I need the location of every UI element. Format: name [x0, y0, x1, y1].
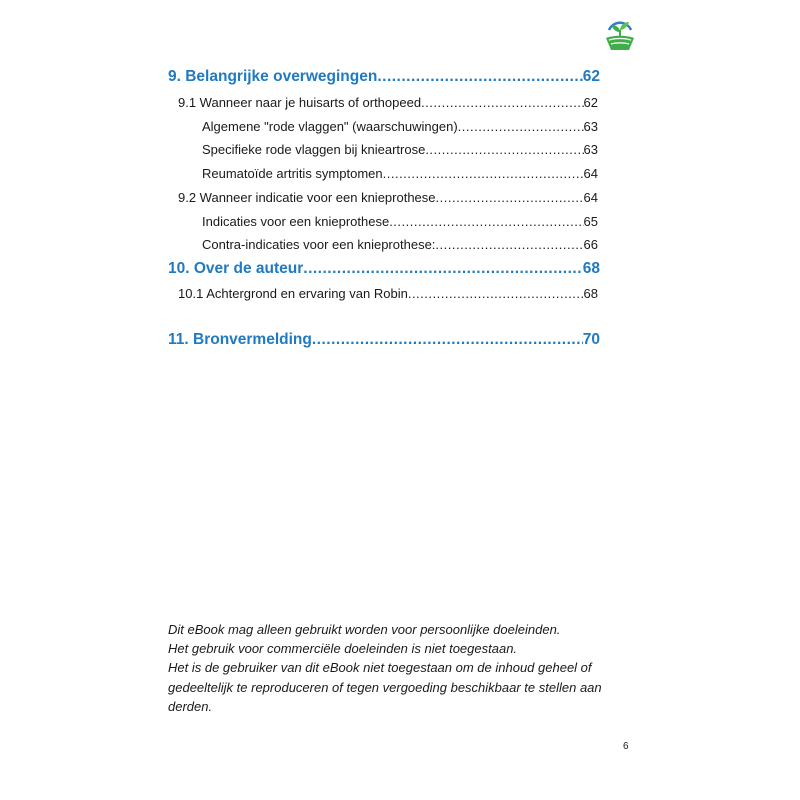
toc-leader-dots	[425, 142, 583, 157]
toc-entry-title: Contra-indicaties voor een knieprothese:	[202, 237, 436, 252]
toc-entry-reumatoide[interactable]	[202, 166, 598, 181]
notice-line: Dit eBook mag alleen gebruikt worden voor persoonlijke doeleinden.	[168, 622, 561, 637]
toc-entry-page: 63	[583, 119, 598, 134]
toc-leader-dots	[377, 68, 582, 86]
page-number: 6	[623, 741, 629, 752]
toc-entry-title: 9. Belangrijke overwegingen	[168, 68, 378, 85]
toc-entry-chapter-10[interactable]	[168, 260, 600, 278]
toc-entry-title: 11. Bronvermelding	[168, 331, 312, 348]
toc-entry-title: 9.2 Wanneer indicatie voor een knieprothese	[178, 190, 436, 205]
toc-leader-dots	[421, 95, 583, 110]
toc-entry-page: 64	[583, 166, 598, 181]
toc-entry-page: 62	[583, 95, 598, 110]
toc-leader-dots	[458, 119, 584, 134]
toc-leader-dots	[408, 286, 584, 301]
toc-entry-chapter-9[interactable]	[168, 68, 600, 86]
toc-entry-page: 63	[583, 142, 598, 157]
toc-leader-dots	[303, 260, 582, 278]
toc-entry-page: 65	[583, 214, 598, 229]
toc-entry-page: 68	[583, 286, 598, 301]
notice-line: Het is de gebruiker van dit eBook niet toegestaan om de inhoud geheel of	[168, 660, 592, 676]
notice-line: gedeeltelijk te reproduceren of tegen vergoeding beschikbaar te stellen aan	[168, 679, 602, 695]
notice-line: Het gebruik voor commerciële doeleinden is niet toegestaan.	[168, 641, 518, 657]
toc-entry-rode-vlaggen[interactable]	[202, 119, 598, 134]
toc-entry-title: 9.1 Wanneer naar je huisarts of orthopeed	[178, 95, 422, 110]
notice-line: derden.	[168, 698, 213, 714]
toc-entry-title: Specifieke rode vlaggen bij knieartrose	[202, 142, 426, 157]
toc-entry-page: 62	[582, 68, 600, 85]
toc-entry-title: 10.1 Achtergrond en ervaring van Robin	[178, 286, 408, 301]
logo-sprout-icon	[603, 16, 637, 52]
toc-entry-section-9-2[interactable]	[178, 190, 598, 205]
toc-entry-page: 68	[582, 260, 600, 277]
toc-leader-dots	[435, 237, 583, 252]
toc-entry-title: Indicaties voor een knieprothese	[202, 214, 390, 229]
toc-leader-dots	[312, 331, 583, 349]
toc-entry-section-10-1[interactable]	[178, 286, 598, 301]
usage-notice	[168, 620, 608, 716]
toc-entry-page: 70	[582, 331, 600, 348]
toc-entry-title: Reumatoïde artritis symptomen	[202, 166, 383, 181]
toc-leader-dots	[383, 166, 584, 181]
toc-entry-title: 10. Over de auteur	[168, 260, 304, 277]
toc-entry-section-9-1[interactable]	[178, 95, 598, 110]
toc-entry-specifieke-vlaggen[interactable]	[202, 142, 598, 157]
toc-entry-page: 64	[583, 190, 598, 205]
toc-entry-title: Algemene "rode vlaggen" (waarschuwingen)	[202, 119, 458, 134]
toc-entry-chapter-11[interactable]	[168, 331, 600, 349]
toc-entry-indicaties[interactable]	[202, 214, 598, 229]
toc-leader-dots	[436, 190, 584, 205]
toc-entry-contra-indicaties[interactable]	[202, 237, 598, 252]
toc-entry-page: 66	[583, 237, 598, 252]
toc-leader-dots	[389, 214, 583, 229]
